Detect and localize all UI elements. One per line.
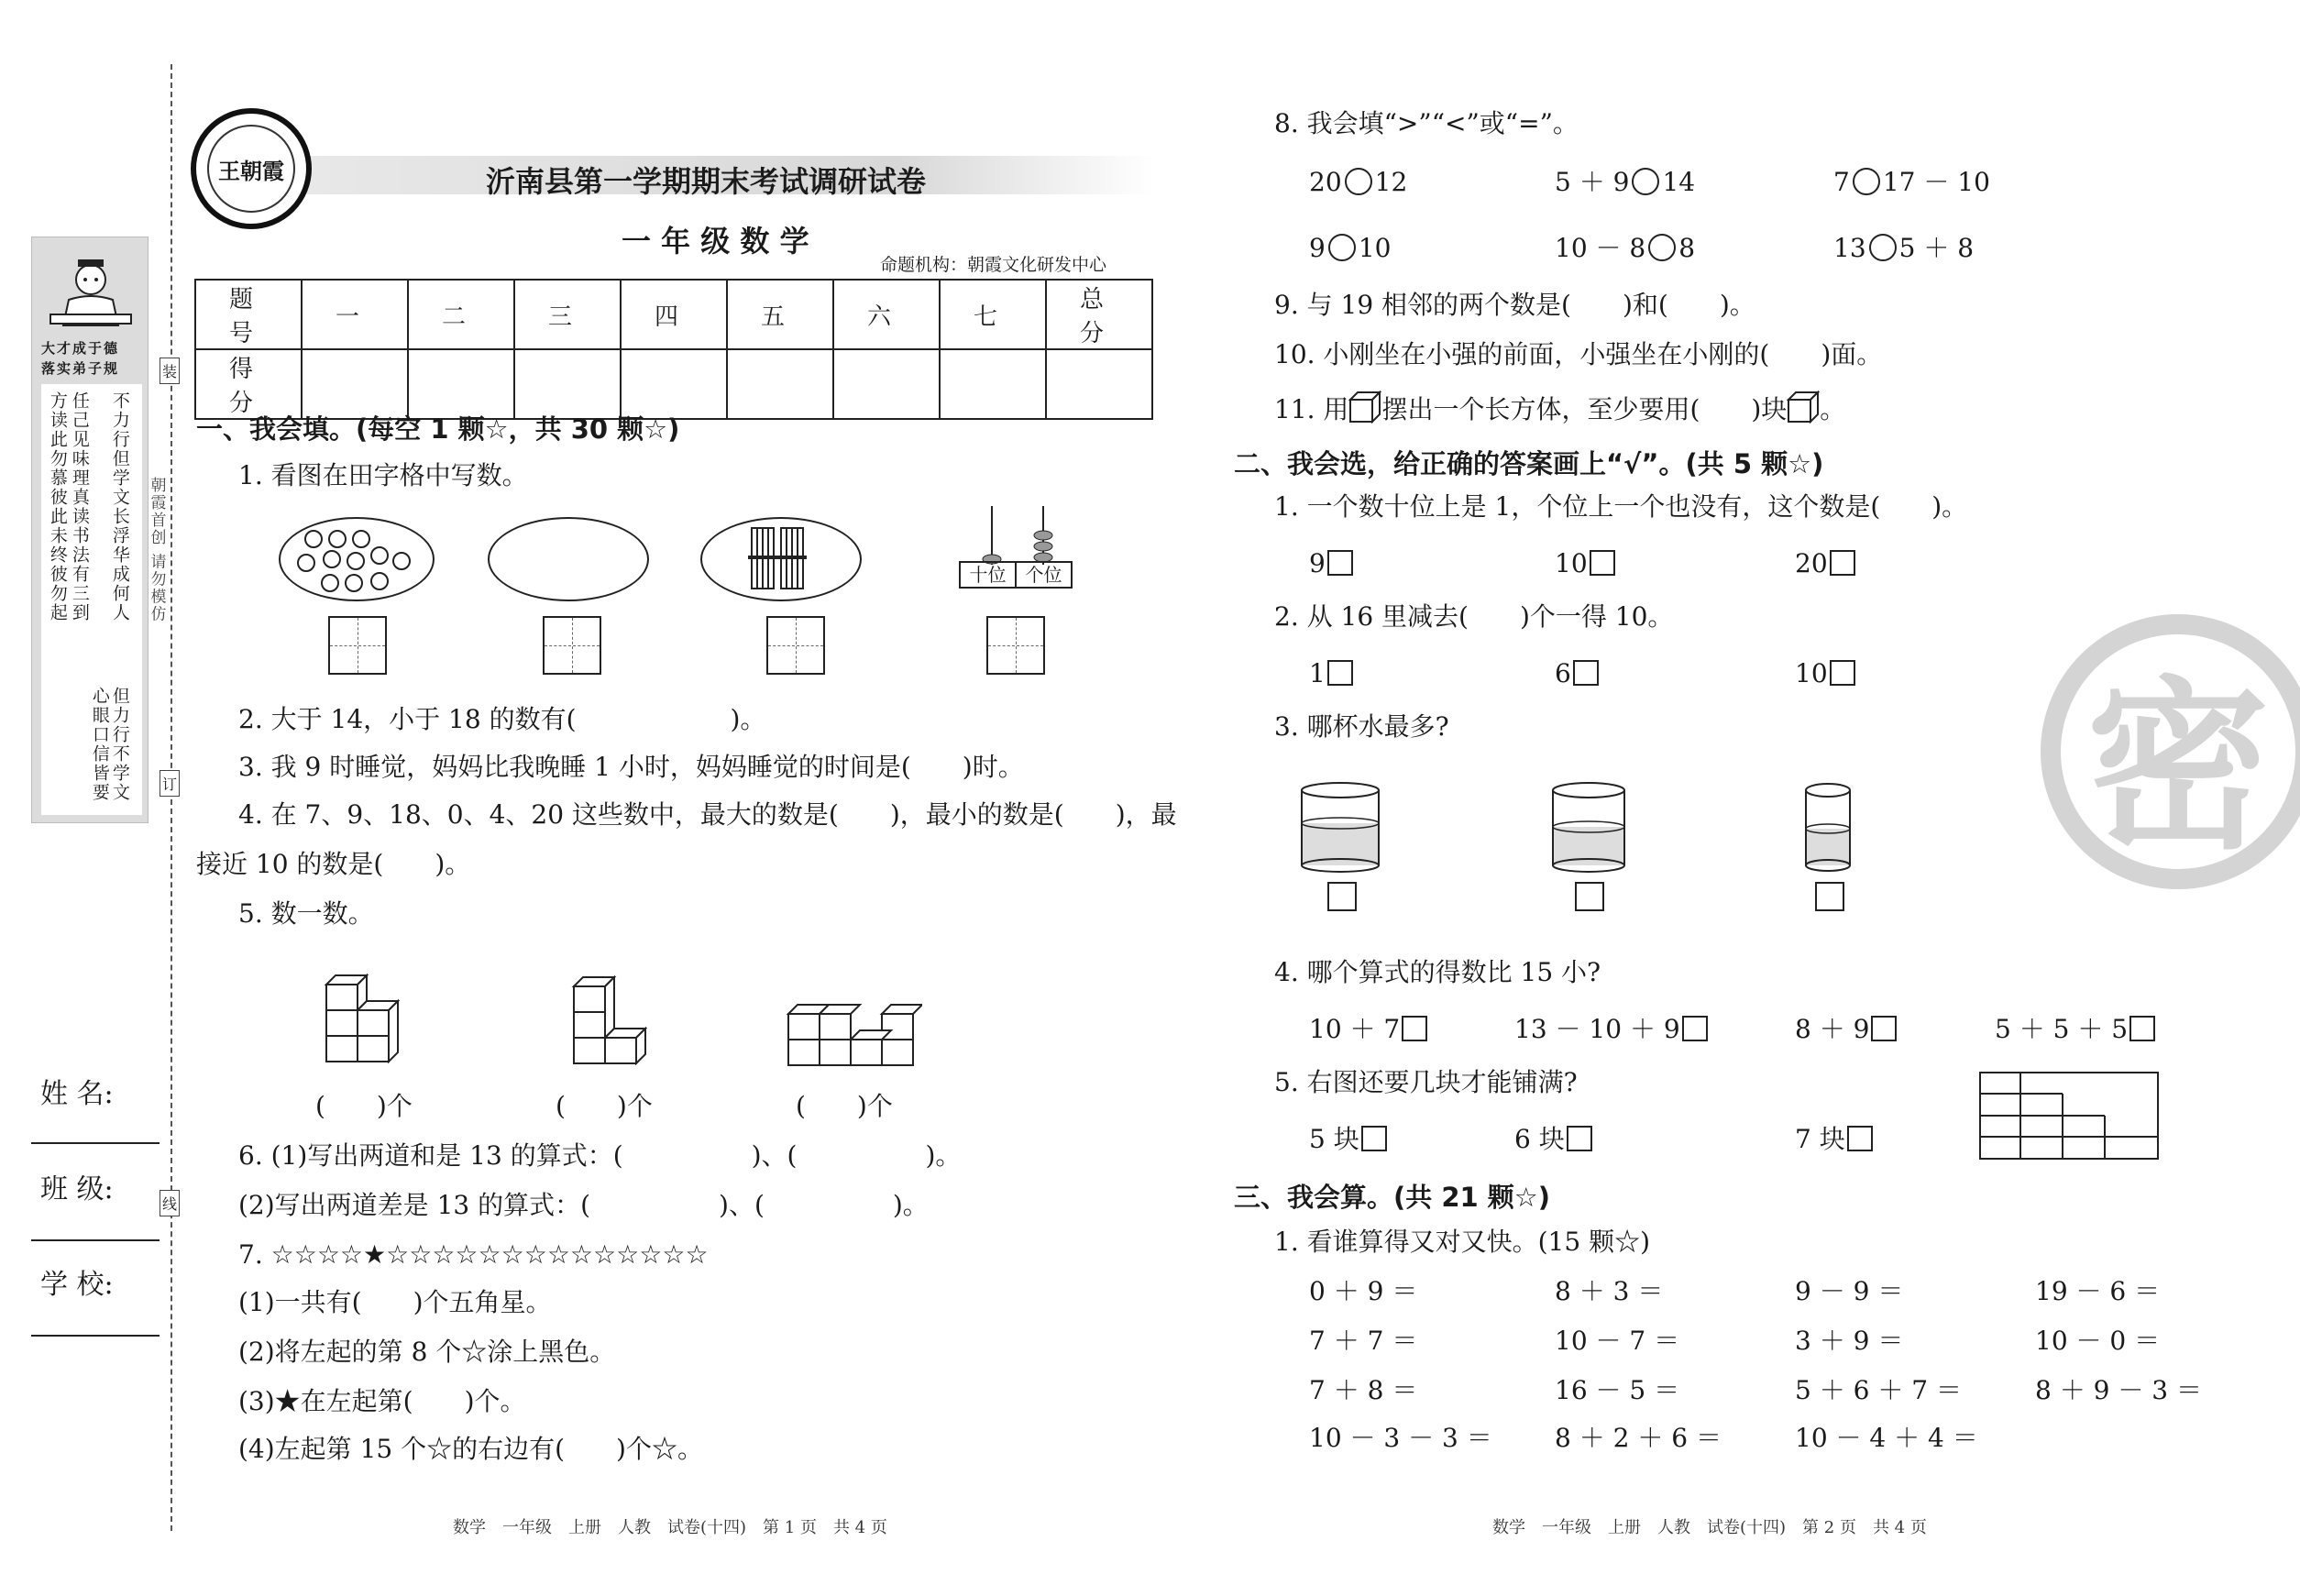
cube-stack-3 [785, 996, 922, 1069]
calc-1-0[interactable]: 7 ＋ 7 ＝ [1309, 1326, 1418, 1356]
p1-q5-blank-1[interactable]: ( )个 [315, 1091, 413, 1121]
q8-right: 14 [1662, 167, 1696, 197]
p2-q1: 1. 一个数十位上是 1，个位上一个也没有，这个数是( )。 [1274, 491, 1968, 522]
tiling-grid-figure [1978, 1071, 2162, 1162]
q8-left: 13 [1833, 233, 1866, 263]
q11-text-c: 。 [1820, 394, 1846, 424]
calc-2-1[interactable]: 16 － 5 ＝ [1555, 1375, 1680, 1405]
p2-q1-opt2 [1555, 548, 1615, 579]
opt-label: 9 [1309, 548, 1326, 578]
calc-2-3[interactable]: 8 ＋ 9 － 3 ＝ [2035, 1375, 2202, 1405]
sticks-ellipse [700, 517, 862, 601]
seal-text: 朝霞首创 请勿模仿 [147, 477, 166, 623]
p2-q1-opt1 [1309, 548, 1353, 579]
opt-label: 6 块 [1514, 1124, 1565, 1154]
abacus-base [959, 561, 1073, 589]
score-table [194, 279, 1158, 420]
binding-mark-1: 装 [160, 358, 180, 384]
check-box[interactable] [1327, 660, 1353, 686]
class-label: 班 级: [40, 1173, 114, 1205]
score-cell: 二 [408, 280, 514, 349]
p1-q8: 8. 我会填“>”“<”或“=”。 [1274, 108, 1579, 138]
q8-left: 10 － 8 [1555, 233, 1646, 263]
p1-q2: 2. 大于 14，小于 18 的数有( )。 [238, 704, 766, 734]
poem-col-4: 心眼口信皆要 [89, 687, 110, 802]
footer-left: 数学 一年级 上册 人教 试卷(十四) 第 1 页 共 4 页 [453, 1518, 887, 1537]
check-box[interactable] [1682, 1016, 1708, 1041]
calc-0-3[interactable]: 19 － 6 ＝ [2035, 1276, 2161, 1306]
q8-left: 5 ＋ 9 [1555, 167, 1630, 197]
q8-item-6 [1833, 233, 1974, 264]
motto-1: 大才成于德 [41, 340, 120, 357]
q8-left: 9 [1309, 233, 1326, 263]
q8-item-1 [1309, 167, 1407, 198]
poem-area [41, 384, 142, 815]
p1-q3: 3. 我 9 时睡觉，妈妈比我晚睡 1 小时，妈妈睡觉的时间是( )时。 [238, 752, 1024, 782]
cup-3-checkbox[interactable] [1815, 882, 1844, 911]
q8-right: 8 [1678, 233, 1696, 263]
compare-circle[interactable] [1632, 168, 1659, 195]
scholar-illustration [32, 243, 149, 344]
abacus-tens-label: 十位 [961, 563, 1017, 587]
abacus-rods-icon [959, 502, 1073, 567]
p1-q6b: (2)写出两道差是 13 的算式：( )、( )。 [238, 1190, 929, 1220]
q8-right: 17 － 10 [1882, 167, 1990, 197]
p2-q4: 4. 哪个算式的得数比 15 小? [1274, 957, 1601, 987]
opt-label: 7 块 [1795, 1124, 1845, 1154]
score-cell: 七 [940, 280, 1046, 349]
tian-grid-4[interactable] [986, 616, 1045, 675]
p2-q1-opt3 [1795, 548, 1855, 579]
calc-3-1[interactable]: 8 ＋ 2 ＋ 6 ＝ [1555, 1423, 1722, 1453]
name-field[interactable] [31, 1142, 160, 1144]
score-cell: 得 分 [195, 349, 302, 419]
cup-2-icon [1549, 781, 1628, 873]
cup-1-checkbox[interactable] [1327, 882, 1357, 911]
p1-q7-1: (1)一共有( )个五角星。 [238, 1287, 552, 1317]
part3-heading: 三、我会算。(共 21 颗☆) [1234, 1182, 1551, 1213]
p2-q5-opt1 [1309, 1124, 1387, 1155]
p1-q4b: 接近 10 的数是( )。 [196, 849, 471, 879]
p1-q6a: 6. (1)写出两道和是 13 的算式：( )、( )。 [238, 1140, 962, 1171]
check-box[interactable] [1567, 1126, 1592, 1151]
opt-label: 10 [1795, 658, 1828, 688]
q8-right: 12 [1374, 167, 1408, 197]
opt-label: 20 [1795, 548, 1828, 578]
class-field[interactable] [31, 1239, 160, 1241]
check-box[interactable] [2129, 1016, 2155, 1041]
score-cell: 五 [727, 280, 833, 349]
strawberry-icons [281, 519, 433, 600]
q11-text-a: 11. 用 [1274, 394, 1349, 424]
small-cube-icon [1348, 391, 1381, 424]
score-input-cell[interactable] [1046, 349, 1152, 419]
p1-q9: 9. 与 19 相邻的两个数是( )和( )。 [1274, 290, 1755, 320]
opt-label: 13 － 10 ＋ 9 [1514, 1014, 1680, 1044]
tian-grid-3[interactable] [766, 616, 825, 675]
abacus [959, 502, 1073, 594]
cube-stack-1 [321, 963, 403, 1063]
p2-q4-opt4 [1995, 1014, 2155, 1045]
poem-col-5: 但力行不学文 [109, 687, 130, 802]
score-input-cell[interactable] [833, 349, 940, 419]
compare-circle[interactable] [1869, 234, 1897, 261]
q8-item-4 [1309, 233, 1391, 264]
check-box[interactable] [1847, 1126, 1873, 1151]
opt-label: 5 块 [1309, 1124, 1359, 1154]
p1-q7-2: (2)将左起的第 8 个☆涂上黑色。 [238, 1337, 616, 1367]
p2-q5: 5. 右图还要几块才能铺满? [1274, 1067, 1578, 1097]
calc-0-2[interactable]: 9 － 9 ＝ [1795, 1276, 1904, 1306]
tian-grid-1[interactable] [328, 616, 387, 675]
p1-q7-3: (3)★在左起第( )个。 [238, 1386, 526, 1416]
check-box[interactable] [1327, 550, 1353, 576]
binding-line [171, 64, 172, 1531]
q8-left: 20 [1309, 167, 1342, 197]
abacus-ones-label: 个位 [1025, 564, 1062, 586]
q8-right: 5 ＋ 8 [1898, 233, 1975, 263]
p2-q2-opt2 [1555, 658, 1599, 689]
opt-label: 5 ＋ 5 ＋ 5 [1995, 1014, 2129, 1044]
calc-2-0[interactable]: 7 ＋ 8 ＝ [1309, 1375, 1418, 1405]
subject-title: 一 年 级 数 学 [622, 224, 809, 259]
q8-item-3 [1833, 167, 1990, 198]
q8-item-2 [1555, 167, 1695, 198]
score-cell: 总 分 [1046, 280, 1152, 349]
calc-1-3[interactable]: 10 － 0 ＝ [2035, 1326, 2161, 1356]
calc-3-2[interactable]: 10 － 4 ＋ 4 ＝ [1795, 1423, 1978, 1453]
author-line: 命题机构：朝霞文化研发中心 [880, 255, 1107, 275]
p1-q7: 7. ☆☆☆☆★☆☆☆☆☆☆☆☆☆☆☆☆☆☆ [238, 1239, 709, 1270]
cup-1-icon [1298, 781, 1382, 873]
calc-0-1[interactable]: 8 ＋ 3 ＝ [1555, 1276, 1664, 1306]
p1-q10: 10. 小刚坐在小强的前面，小强坐在小刚的( )面。 [1274, 339, 1883, 369]
binding-mark-3: 线 [160, 1190, 180, 1216]
page-title: 沂南县第一学期期末考试调研试卷 [486, 164, 927, 199]
watermark-char: 密 [2085, 660, 2270, 875]
score-table-header-row [195, 280, 1152, 349]
p2-q5-opt3 [1795, 1124, 1873, 1155]
name-label: 姓 名: [40, 1078, 114, 1110]
p1-q5: 5. 数一数。 [238, 898, 374, 929]
p2-q4-opt1 [1309, 1014, 1427, 1045]
poem-col-1: 方读此勿慕彼此未终彼勿起 [47, 391, 68, 622]
secret-watermark [2041, 614, 2300, 889]
opt-label: 8 ＋ 9 [1795, 1014, 1870, 1044]
strawberry-ellipse [279, 517, 435, 601]
p2-q4-opt2 [1514, 1014, 1708, 1045]
check-box[interactable] [1830, 660, 1855, 686]
calc-0-0[interactable]: 0 ＋ 9 ＝ [1309, 1276, 1418, 1306]
p1-q11 [1274, 391, 1845, 425]
cup-2-checkbox[interactable] [1575, 882, 1604, 911]
cube-stack-2 [568, 970, 651, 1065]
compare-circle[interactable] [1853, 168, 1880, 195]
small-cube-icon [1787, 391, 1820, 424]
p1-q7-4: (4)左起第 15 个☆的右边有( )个☆。 [238, 1434, 703, 1464]
check-box[interactable] [1573, 660, 1599, 686]
compare-circle[interactable] [1648, 234, 1676, 261]
calc-2-2[interactable]: 5 ＋ 6 ＋ 7 ＝ [1795, 1375, 1962, 1405]
tian-grid-2[interactable] [543, 616, 601, 675]
check-box[interactable] [1402, 1016, 1427, 1041]
compare-circle[interactable] [1345, 168, 1372, 195]
calc-1-2[interactable]: 3 ＋ 9 ＝ [1795, 1326, 1904, 1356]
footer-right: 数学 一年级 上册 人教 试卷(十四) 第 2 页 共 4 页 [1492, 1518, 1927, 1537]
q8-right: 10 [1358, 233, 1392, 263]
p1-q5-blank-3[interactable]: ( )个 [796, 1091, 893, 1121]
part1-heading: 一、我会填。(每空 1 颗☆，共 30 颗☆) [196, 413, 680, 445]
p2-q5-opt2 [1514, 1124, 1592, 1155]
check-box[interactable] [1361, 1126, 1387, 1151]
opt-label: 6 [1555, 658, 1571, 688]
score-cell: 六 [833, 280, 940, 349]
opt-label: 1 [1309, 658, 1326, 688]
calc-1-1[interactable]: 10 － 7 ＝ [1555, 1326, 1680, 1356]
q11-text-b: 摆出一个长方体，至少要用( )块 [1381, 394, 1788, 424]
brand-logo-text: 王朝霞 [218, 157, 284, 184]
p2-q2-opt1 [1309, 658, 1353, 689]
stick-bundles-icon [702, 519, 860, 600]
cup-3-icon [1802, 781, 1854, 873]
q8-item-5 [1555, 233, 1695, 264]
binding-mark-2: 订 [160, 770, 180, 797]
check-box[interactable] [1871, 1016, 1897, 1041]
sidebar-motto-panel [31, 237, 149, 823]
compare-circle[interactable] [1328, 234, 1356, 261]
q8-left: 7 [1833, 167, 1850, 197]
score-input-cell[interactable] [727, 349, 833, 419]
p1-q1: 1. 看图在田字格中写数。 [238, 460, 528, 490]
part2-heading: 二、我会选，给正确的答案画上“√”。(共 5 颗☆) [1234, 448, 1824, 479]
p2-q2-opt3 [1795, 658, 1855, 689]
motto-2: 落实弟子规 [41, 360, 120, 377]
opt-label: 10 [1555, 548, 1588, 578]
check-box[interactable] [1830, 550, 1855, 576]
school-field[interactable] [31, 1335, 160, 1337]
school-label: 学 校: [40, 1269, 114, 1301]
score-input-cell[interactable] [940, 349, 1046, 419]
calc-3-0[interactable]: 10 － 3 － 3 ＝ [1309, 1423, 1492, 1453]
score-cell: 三 [514, 280, 621, 349]
opt-label: 10 ＋ 7 [1309, 1014, 1401, 1044]
check-box[interactable] [1590, 550, 1615, 576]
p2-q2: 2. 从 16 里减去( )个一得 10。 [1274, 601, 1674, 632]
p2-q3: 3. 哪杯水最多? [1274, 711, 1449, 742]
p3-q1: 1. 看谁算得又对又快。(15 颗☆) [1274, 1227, 1650, 1257]
p1-q5-blank-2[interactable]: ( )个 [556, 1091, 653, 1121]
p2-q4-opt3 [1795, 1014, 1897, 1045]
poem-col-2: 任己见味理真读书法有三到 [69, 391, 90, 622]
empty-ellipse [488, 517, 649, 601]
poem-col-3: 不力行但学文长浮华成何人 [109, 391, 130, 622]
score-cell: 四 [621, 280, 727, 349]
score-cell: 一 [302, 280, 408, 349]
brand-logo [191, 108, 312, 229]
p1-q4a: 4. 在 7、9、18、0、4、20 这些数中，最大的数是( )，最小的数是( )，最 [238, 799, 1177, 830]
score-cell: 题 号 [195, 280, 302, 349]
